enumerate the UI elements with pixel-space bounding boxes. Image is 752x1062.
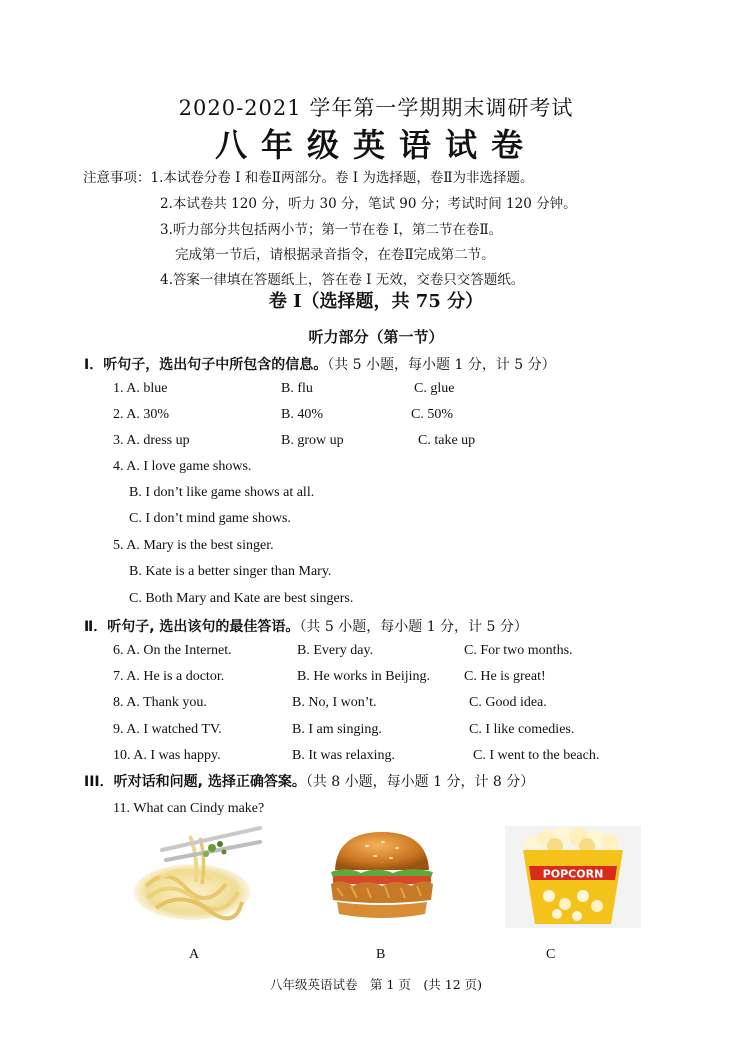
page-footer: 八年级英语试卷 第 1 页 (共 12 页) [269,977,482,992]
q6-option-a: 6. A. On the Internet. [113,643,232,658]
q8-option-b: B. No, I won’t. [292,695,377,710]
part3-instruction: 听对话和问题, 选择正确答案。 [113,774,306,790]
q10-option-a: 10. A. I was happy. [113,748,221,763]
note-3b: 完成第一节后，请根据录音指令，在卷Ⅱ完成第二节。 [175,247,495,263]
q2-option-c: C. 50% [411,407,453,422]
note-3: 3.听力部分共包括两小节；第一节在卷 I，第二节在卷Ⅱ。 [160,222,503,238]
q6-option-c: C. For two months. [464,643,573,658]
q8-option-c: C. Good idea. [469,695,547,710]
exam-title: 八年级英语试卷 [214,126,537,164]
picture-label-c: C [546,947,556,962]
q1-option-c: C. glue [414,381,455,396]
q3-option-c: C. take up [418,433,476,448]
picture-label-a: A [189,947,200,962]
note-4: 4.答案一律填在答题纸上，答在卷 I 无效，交卷只交答题纸。 [160,272,525,288]
part1-detail: （共 5 小题，每小题 1 分，计 5 分） [327,357,556,373]
q1-option-b: B. flu [281,381,313,396]
q6-option-b: B. Every day. [297,643,374,658]
popcorn-picture [505,826,641,928]
q4-option-b: B. I don’t like game shows at all. [129,485,315,500]
q3-option-b: B. grow up [281,433,344,448]
q10-option-b: B. It was relaxing. [292,748,396,763]
part3-detail: （共 8 小题，每小题 1 分，计 8 分） [305,774,535,790]
q11-question: 11. What can Cindy make? [113,801,265,816]
part3-heading [84,771,534,791]
q5-option-b: B. Kate is a better singer than Mary. [129,564,332,579]
burger-picture [327,826,437,924]
q7-option-c: C. He is great! [464,669,546,684]
section-subtitle: 听力部分（第一节） [308,328,444,346]
part2-detail: （共 5 小题，每小题 1 分，计 5 分） [299,619,528,635]
q4-option-c: C. I don’t mind game shows. [129,511,291,526]
part2-instruction: 听句子, 选出该句的最佳答语。 [107,619,300,635]
popcorn-bucket-text: POPCORN [542,867,604,881]
note-1: 1.本试卷分卷 I 和卷Ⅱ两部分。卷 I 为选择题，卷Ⅱ为非选择题。 [150,170,534,186]
section-title: 卷 I（选择题，共 75 分） [268,291,484,312]
q9-option-b: B. I am singing. [292,722,382,737]
part1-heading [84,354,556,374]
part3-number: III． [84,774,114,790]
q5-option-c: C. Both Mary and Kate are best singers. [129,591,354,606]
q7-option-a: 7. A. He is a doctor. [113,669,225,684]
q9-option-a: 9. A. I watched TV. [113,722,222,737]
q2-option-b: B. 40% [281,407,323,422]
part2-heading [84,616,528,636]
exam-header-line1: 2020-2021 学年第一学期期末调研考试 [178,96,574,120]
q8-option-a: 8. A. Thank you. [113,695,207,710]
q4-option-a: 4. A. I love game shows. [113,459,252,474]
part1-instruction: 听句子，选出句子中所包含的信息。 [103,357,328,373]
picture-label-b: B [376,947,386,962]
q3-option-a: 3. A. dress up [113,433,190,448]
notes-label: 注意事项： [83,170,151,186]
notes-line-1 [83,166,534,186]
q1-option-a: 1. A. blue [113,381,168,396]
note-2: 2.本试卷共 120 分，听力 30 分，笔试 90 分；考试时间 120 分钟。 [160,196,577,212]
q10-option-c: C. I went to the beach. [473,748,600,763]
q9-option-c: C. I like comedies. [469,722,575,737]
q5-option-a: 5. A. Mary is the best singer. [113,538,274,553]
part2-number: Ⅱ． [84,619,108,635]
part1-number: I． [84,357,104,373]
noodles-picture [126,826,262,926]
q7-option-b: B. He works in Beijing. [297,669,430,684]
q2-option-a: 2. A. 30% [113,407,169,422]
